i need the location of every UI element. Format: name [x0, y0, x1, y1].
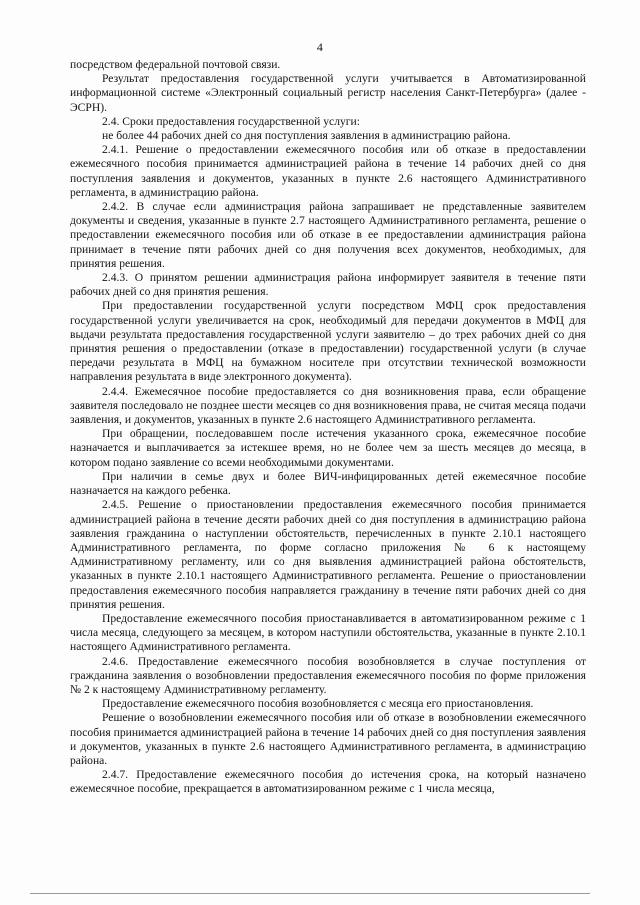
paragraph: Предоставление ежемесячного пособия приостанавливается в автоматизированном режиме с 1 числа месяца, следующего за месяцем, в котором наступили обстоятельства, указанные в пункте 2.10.1 настоящего Административного регламента.: [70, 611, 586, 654]
paragraph: При наличии в семье двух и более ВИЧ-инфицированных детей ежемесячное пособие назначается на каждого ребенка.: [70, 469, 586, 498]
paragraph: 2.4.1. Решение о предоставлении ежемесячного пособия или об отказе в предоставлении ежемесячного пособия принимается администрацией района в течение 14 рабочих дней со дня поступления заявления и документов, указанных в пункте 2.6 настоящего Административного регламента, в администрацию района.: [70, 143, 586, 199]
paragraph: посредством федеральной почтовой связи.: [70, 58, 281, 71]
page-bottom-divider: [30, 893, 590, 894]
paragraph: При предоставлении государственной услуги посредством МФЦ срок предоставления государственной услуги увеличивается на срок, необходимый для передачи документов в МФЦ для выдачи результата предоставления государственной услуги заявителю – до трех рабочих дней со дня принятия решения о предоставлении (отказе в предоставлении) государственной услуги (в случае передачи результата в МФЦ на бумажном носителе при отсутствии технической возможности направления результата в виде электронного документа).: [70, 299, 586, 384]
paragraph: 2.4.5. Решение о приостановлении предоставления ежемесячного пособия принимается администрацией района в течение десяти рабочих дней со дня поступления в администрацию района заявления гражданина о наступлении обстоятельств, перечисленных в пункте 2.10.1 настоящего Административного регламента, по форме согласно приложения № 6 к настоящему Административному регламенту, или со дня выявления администрацией района обстоятельств, указанных в пункте 2.10.1 настоящего Административного регламента. Решение о приостановлении предоставления ежемесячного пособия направляется гражданину в течение пяти рабочих дней со дня принятия решения.: [70, 498, 586, 611]
paragraph: 2.4.2. В случае если администрация района запрашивает не представленные заявителем документы и сведения, указанные в пункте 2.7 настоящего Административного регламента, решение о предоставлении ежемесячного пособия или об отказе в ее предоставлении администрация района принимает в течение пяти рабочих дней со дня получения всех документов, необходимых, для принятия решения.: [70, 200, 586, 270]
paragraph: 2.4.3. О принятом решении администрация района информирует заявителя в течение пяти рабочих дней со дня принятия решения.: [70, 271, 586, 299]
page-number: 4: [316, 40, 324, 54]
paragraph: 2.4.6. Предоставление ежемесячного пособия возобновляется в случае поступления от гражданина заявления о возобновлении предоставления ежемесячного пособия по форме приложения № 2 к настоящему Административному регламенту.: [70, 654, 586, 696]
paragraph: Результат предоставления государственной услуги учитывается в Автоматизированной информационной системе «Электронный социальный регистр населения Санкт-Петербурга» (далее - ЭСРН).: [70, 72, 586, 114]
paragraph: не более 44 рабочих дней со дня поступления заявления в администрацию района.: [102, 129, 511, 143]
paragraph: Решение о возобновлении ежемесячного пособия или об отказе в возобновлении ежемесячного пособия принимается администрацией района в течение 14 рабочих дней со дня поступления заявления и документов, указанных в пункте 2.6 настоящего Административного регламента, в администрацию района.: [70, 711, 586, 767]
document-body: [70, 58, 586, 797]
paragraph: 2.4.4. Ежемесячное пособие предоставляется со дня возникновения права, если обращение заявителя последовало не позднее шести месяцев со дня возникновения права, не считая месяца подачи заявления, и документов, указанных в пункте 2.6 настоящего Административного регламента.: [70, 384, 586, 427]
paragraph: При обращении, последовавшем после истечения указанного срока, ежемесячное пособие назначается и выплачивается за истекшее время, но не более чем за шесть месяцев до месяца, в котором подано заявление со всеми необходимыми документами.: [70, 427, 586, 469]
paragraph: 2.4.7. Предоставление ежемесячного пособия до истечения срока, на который назначено ежемесячное пособие, прекращается в автоматизированном режиме с 1 числа месяца,: [70, 768, 586, 796]
section-heading: 2.4. Сроки предоставления государственной услуги:: [102, 114, 360, 128]
paragraph: Предоставление ежемесячного пособия возобновляется с месяца его приостановления.: [102, 697, 534, 711]
